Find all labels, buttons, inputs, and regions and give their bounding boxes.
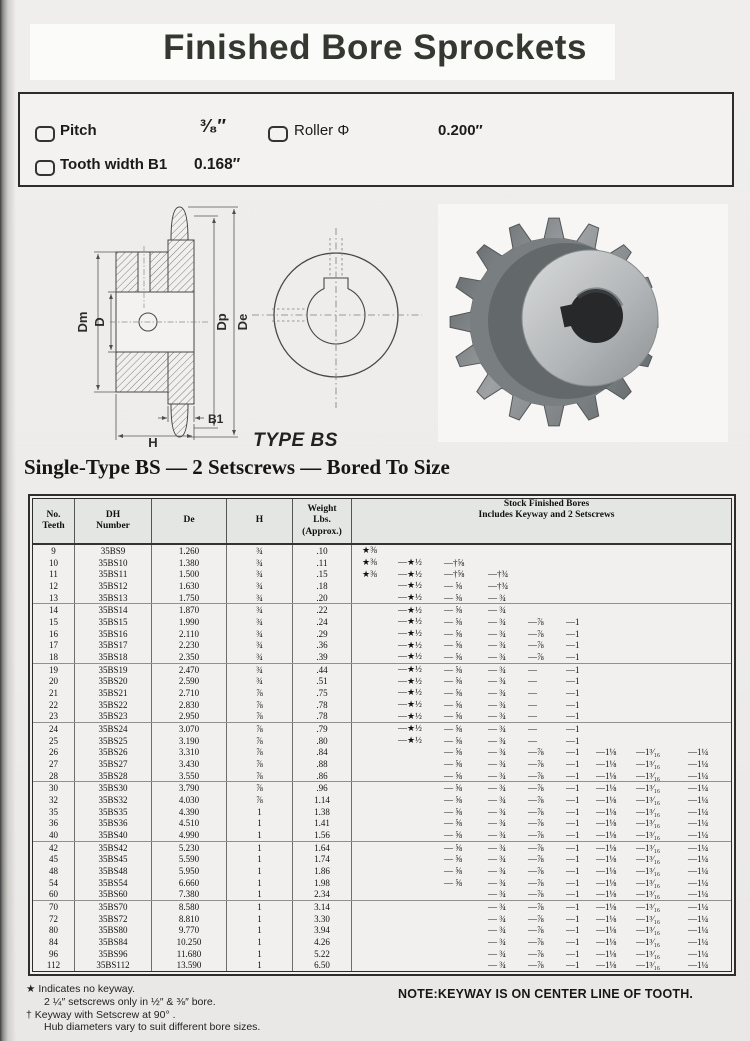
- cell-bores: ★⅜ —★½ —†⅝: [362, 557, 465, 568]
- cell-teeth: 24: [33, 723, 75, 735]
- cell-h: ¾: [227, 675, 293, 687]
- cell-wt: .86: [293, 770, 352, 782]
- cell-dh: 35BS30: [75, 782, 152, 794]
- cell-h: ¾: [227, 568, 293, 580]
- cell-wt: .15: [293, 568, 352, 580]
- dim-label-dm: Dm: [75, 311, 90, 333]
- cell-dh: 35BS45: [75, 853, 152, 865]
- cell-bores: —★½ — ⅝ — ¾: [398, 592, 506, 603]
- cell-teeth: 13: [33, 592, 75, 604]
- cell-de: 3.430: [152, 758, 227, 770]
- cell-bores: — ¾ —⅞ —1 —1⅛ —1³⁄₁₆ —1¼: [488, 925, 709, 936]
- cell-h: ¾: [227, 651, 293, 663]
- cell-bores: —★½ — ⅝ —†¾: [398, 580, 509, 591]
- cell-dh: 35BS96: [75, 948, 152, 960]
- cell-de: 10.250: [152, 936, 227, 948]
- cell-de: 2.350: [152, 651, 227, 663]
- cell-dh: 35BS28: [75, 770, 152, 782]
- cell-bores: — ⅝ — ¾ —⅞ —1 —1⅛ —1³⁄₁₆ —1¼: [444, 865, 709, 876]
- cell-teeth: 80: [33, 925, 75, 937]
- footnote-hub: Hub diameters vary to suit different bore sizes.: [44, 1021, 261, 1034]
- header-cell: DH Number: [75, 499, 152, 543]
- cell-bores: — ¾ —⅞ —1 —1⅛ —1³⁄₁₆ —1¼: [488, 960, 709, 971]
- cell-h: ⅞: [227, 794, 293, 806]
- cell-teeth: 112: [33, 960, 75, 972]
- scan-edge: [0, 0, 16, 1041]
- cell-wt: 1.41: [293, 817, 352, 829]
- sprocket-table-body: [33, 545, 731, 971]
- cell-dh: 35BS84: [75, 936, 152, 948]
- table-row: [33, 842, 731, 854]
- cell-wt: 3.94: [293, 925, 352, 937]
- cell-wt: .36: [293, 639, 352, 651]
- cell-de: 5.950: [152, 865, 227, 877]
- table-row: [33, 877, 731, 889]
- pitch-label: Pitch: [60, 122, 97, 139]
- cell-wt: .88: [293, 758, 352, 770]
- cell-de: 11.680: [152, 948, 227, 960]
- cell-wt: .80: [293, 735, 352, 747]
- footnote-dagger: † Keyway with Setscrew at 90° .: [26, 1008, 176, 1021]
- cell-de: 4.030: [152, 794, 227, 806]
- cell-dh: 35BS72: [75, 913, 152, 925]
- cell-dh: 35BS9: [75, 545, 152, 557]
- dim-label-b1: B1: [208, 412, 224, 426]
- cell-dh: 35BS36: [75, 817, 152, 829]
- checkbox-icon: [35, 160, 55, 176]
- table-header-row: [33, 499, 731, 545]
- cell-de: 2.230: [152, 639, 227, 651]
- cell-teeth: 26: [33, 746, 75, 758]
- cell-dh: 35BS11: [75, 568, 152, 580]
- cell-teeth: 15: [33, 616, 75, 628]
- table-row: [33, 829, 731, 842]
- table-row: [33, 664, 731, 676]
- cell-dh: 35BS112: [75, 960, 152, 972]
- cell-h: ¾: [227, 664, 293, 676]
- cell-h: ⅞: [227, 699, 293, 711]
- cell-wt: 1.64: [293, 842, 352, 854]
- cell-wt: .22: [293, 604, 352, 616]
- cell-bores: —★½ — ⅝ — ¾ — —1: [398, 664, 580, 675]
- cell-wt: 1.98: [293, 877, 352, 889]
- table-row: [33, 557, 731, 569]
- cell-wt: 2.34: [293, 888, 352, 900]
- cell-bores: —★½ — ⅝ — ¾ —⅞ —1: [398, 639, 580, 651]
- table-row: [33, 710, 731, 723]
- cell-wt: .79: [293, 723, 352, 735]
- cell-wt: .96: [293, 782, 352, 794]
- table-row: [33, 699, 731, 711]
- cell-dh: 35BS10: [75, 557, 152, 569]
- cell-de: 4.510: [152, 817, 227, 829]
- table-row: [33, 817, 731, 829]
- cell-wt: .29: [293, 628, 352, 640]
- cell-de: 3.790: [152, 782, 227, 794]
- cell-teeth: 42: [33, 842, 75, 854]
- cell-teeth: 19: [33, 664, 75, 676]
- tooth-width-value: 0.168″: [194, 156, 241, 173]
- cell-teeth: 70: [33, 901, 75, 913]
- dim-label-de: De: [235, 313, 250, 331]
- cell-teeth: 22: [33, 699, 75, 711]
- table-row: [33, 806, 731, 818]
- cell-dh: 35BS16: [75, 628, 152, 640]
- cell-dh: 35BS40: [75, 829, 152, 841]
- cell-teeth: 36: [33, 817, 75, 829]
- cell-bores: —★½ — ⅝ — ¾ — —1: [398, 710, 580, 722]
- roller-value: 0.200″: [438, 122, 483, 139]
- type-bs-label: TYPE BS: [253, 430, 338, 451]
- cell-wt: .78: [293, 710, 352, 722]
- cell-dh: 35BS80: [75, 925, 152, 937]
- table-row: [33, 782, 731, 794]
- cell-dh: 35BS70: [75, 901, 152, 913]
- cell-bores: — ⅝ — ¾ —⅞ —1 —1⅛ —1³⁄₁₆ —1¼: [444, 770, 709, 781]
- cell-dh: 35BS26: [75, 746, 152, 758]
- cell-bores: —★½ — ⅝ — ¾ — —1: [398, 675, 580, 687]
- cell-h: ¾: [227, 592, 293, 604]
- table-row: [33, 888, 731, 901]
- cell-bores: —★½ — ⅝ — ¾ — —1: [398, 735, 580, 746]
- cell-teeth: 60: [33, 888, 75, 900]
- cell-de: 2.950: [152, 710, 227, 722]
- cell-teeth: 48: [33, 865, 75, 877]
- cell-bores: —★½ — ⅝ — ¾ — —1: [398, 723, 580, 734]
- cell-wt: .24: [293, 616, 352, 628]
- cell-bores: — ⅝ — ¾ —⅞ —1 —1⅛ —1³⁄₁₆ —1¼: [444, 829, 709, 840]
- cell-h: ¾: [227, 616, 293, 628]
- cell-teeth: 16: [33, 628, 75, 640]
- table-row: [33, 545, 731, 557]
- checkbox-icon: [268, 126, 288, 142]
- footnotes: [26, 983, 260, 1034]
- cell-h: 1: [227, 913, 293, 925]
- cell-wt: 3.14: [293, 901, 352, 913]
- cell-de: 1.380: [152, 557, 227, 569]
- cell-teeth: 84: [33, 936, 75, 948]
- table-row: [33, 770, 731, 783]
- cell-h: ⅞: [227, 710, 293, 722]
- cell-dh: 35BS24: [75, 723, 152, 735]
- header-cell: No. Teeth: [33, 499, 75, 543]
- cell-de: 2.710: [152, 687, 227, 699]
- cell-wt: .20: [293, 592, 352, 604]
- page-title: Finished Bore Sprockets: [163, 28, 587, 67]
- cell-bores: — ¾ —⅞ —1 —1⅛ —1³⁄₁₆ —1¼: [488, 901, 709, 912]
- cell-dh: 35BS14: [75, 604, 152, 616]
- cell-de: 8.810: [152, 913, 227, 925]
- table-row: [33, 651, 731, 664]
- cell-bores: — ⅝ — ¾ —⅞ —1 —1⅛ —1³⁄₁₆ —1¼: [444, 794, 709, 805]
- cell-wt: 5.22: [293, 948, 352, 960]
- table-row: [33, 794, 731, 806]
- cell-teeth: 21: [33, 687, 75, 699]
- cell-wt: .51: [293, 675, 352, 687]
- cell-h: ⅞: [227, 723, 293, 735]
- table-row: [33, 616, 731, 628]
- cell-h: 1: [227, 888, 293, 900]
- section-heading: Single-Type BS — 2 Setscrews — Bored To Size: [24, 455, 450, 479]
- cell-teeth: 96: [33, 948, 75, 960]
- cell-h: 1: [227, 925, 293, 937]
- cell-de: 1.750: [152, 592, 227, 604]
- cell-de: 2.110: [152, 628, 227, 640]
- cell-dh: 35BS18: [75, 651, 152, 663]
- cell-bores: — ¾ —⅞ —1 —1⅛ —1³⁄₁₆ —1¼: [488, 948, 709, 959]
- footnote-star: ★ Indicates no keyway.: [26, 983, 136, 995]
- cell-de: 13.590: [152, 960, 227, 972]
- table-row: [33, 758, 731, 770]
- cell-bores: — ⅝ — ¾ —⅞ —1 —1⅛ —1³⁄₁₆ —1¼: [444, 877, 709, 888]
- cell-bores: — ⅝ — ¾ —⅞ —1 —1⅛ —1³⁄₁₆ —1¼: [444, 806, 709, 817]
- cell-dh: 35BS23: [75, 710, 152, 722]
- table-row: [33, 675, 731, 687]
- cell-wt: .11: [293, 557, 352, 569]
- cell-dh: 35BS17: [75, 639, 152, 651]
- cell-teeth: 9: [33, 545, 75, 557]
- table-row: [33, 604, 731, 616]
- cell-wt: .75: [293, 687, 352, 699]
- cell-dh: 35BS42: [75, 842, 152, 854]
- cell-bores: —★½ — ⅝ — ¾ — —1: [398, 687, 580, 698]
- cell-dh: 35BS20: [75, 675, 152, 687]
- cell-wt: 3.30: [293, 913, 352, 925]
- cell-bores: —★½ — ⅝ — ¾ —⅞ —1: [398, 651, 580, 662]
- cell-dh: 35BS25: [75, 735, 152, 747]
- cell-teeth: 28: [33, 770, 75, 782]
- cell-dh: 35BS35: [75, 806, 152, 818]
- cell-de: 3.550: [152, 770, 227, 782]
- cell-teeth: 23: [33, 710, 75, 722]
- cell-de: 9.770: [152, 925, 227, 937]
- cell-bores: — ⅝ — ¾ —⅞ —1 —1⅛ —1³⁄₁₆ —1¼: [444, 747, 709, 758]
- keyway-note: NOTE:KEYWAY IS ON CENTER LINE OF TOOTH.: [398, 987, 694, 1001]
- cell-h: ¾: [227, 639, 293, 651]
- cell-bores: — ⅝ — ¾ —⅞ —1 —1⅛ —1³⁄₁₆ —1¼: [444, 783, 709, 794]
- cell-h: 1: [227, 853, 293, 865]
- table-row: [33, 865, 731, 877]
- header-cell: Stock Finished Bores Includes Keyway and 2 Setscrews: [478, 499, 615, 521]
- table-row: [33, 925, 731, 937]
- cell-teeth: 25: [33, 735, 75, 747]
- cell-dh: 35BS22: [75, 699, 152, 711]
- table-row: [33, 687, 731, 699]
- checkbox-icon: [35, 126, 55, 142]
- cell-teeth: 11: [33, 568, 75, 580]
- cell-bores: — ¾ —⅞ —1 —1⅛ —1³⁄₁₆ —1¼: [488, 913, 709, 924]
- cell-de: 5.230: [152, 842, 227, 854]
- cell-teeth: 18: [33, 651, 75, 663]
- cell-bores: — ⅝ — ¾ —⅞ —1 —1⅛ —1³⁄₁₆ —1¼: [444, 758, 709, 769]
- cell-de: 3.310: [152, 746, 227, 758]
- cell-teeth: 17: [33, 639, 75, 651]
- cell-h: ⅞: [227, 687, 293, 699]
- cell-wt: .44: [293, 664, 352, 676]
- cell-h: 1: [227, 865, 293, 877]
- cell-bores: — ¾ —⅞ —1 —1⅛ —1³⁄₁₆ —1¼: [488, 937, 709, 947]
- cell-dh: 35BS60: [75, 888, 152, 900]
- table-row: [33, 735, 731, 747]
- cell-h: 1: [227, 948, 293, 960]
- cell-bores: — ¾ —⅞ —1 —1⅛ —1³⁄₁₆ —1¼: [488, 889, 709, 900]
- cell-wt: 1.74: [293, 853, 352, 865]
- table-row: [33, 592, 731, 605]
- table-row: [33, 936, 731, 948]
- cell-teeth: 10: [33, 557, 75, 569]
- table-row: [33, 746, 731, 758]
- cell-h: ⅞: [227, 782, 293, 794]
- cell-h: ⅞: [227, 758, 293, 770]
- sprocket-table: [28, 494, 736, 976]
- cell-h: 1: [227, 936, 293, 948]
- dim-label-d: D: [92, 317, 107, 327]
- cell-teeth: 12: [33, 580, 75, 592]
- cell-de: 6.660: [152, 877, 227, 889]
- cell-h: 1: [227, 960, 293, 972]
- cell-de: 5.590: [152, 853, 227, 865]
- cell-teeth: 27: [33, 758, 75, 770]
- cell-h: ¾: [227, 604, 293, 616]
- header-cell: H: [227, 499, 293, 543]
- cell-teeth: 30: [33, 782, 75, 794]
- cell-teeth: 20: [33, 675, 75, 687]
- cell-dh: 35BS32: [75, 794, 152, 806]
- cell-h: 1: [227, 806, 293, 818]
- cross-section-drawing: [68, 196, 263, 448]
- cell-de: 4.390: [152, 806, 227, 818]
- cell-teeth: 54: [33, 877, 75, 889]
- pitch-value: ³⁄₈″: [200, 116, 227, 136]
- cell-dh: 35BS48: [75, 865, 152, 877]
- cell-teeth: 72: [33, 913, 75, 925]
- cell-h: ¾: [227, 545, 293, 557]
- cell-wt: .84: [293, 746, 352, 758]
- table-row: [33, 901, 731, 913]
- cell-dh: 35BS15: [75, 616, 152, 628]
- cell-dh: 35BS13: [75, 592, 152, 604]
- spec-box: [18, 92, 734, 187]
- cell-wt: .10: [293, 545, 352, 557]
- cell-h: 1: [227, 842, 293, 854]
- cell-bores: ★⅜: [362, 545, 377, 556]
- cell-bores: ★⅜ —★½ —†⅝ —†¾: [362, 568, 509, 580]
- cell-wt: 1.38: [293, 806, 352, 818]
- cell-h: ⅞: [227, 735, 293, 747]
- cell-de: 4.990: [152, 829, 227, 841]
- cell-bores: — ⅝ — ¾ —⅞ —1 —1⅛ —1³⁄₁₆ —1¼: [444, 818, 709, 829]
- cell-h: 1: [227, 817, 293, 829]
- cell-h: ⅞: [227, 746, 293, 758]
- cell-teeth: 40: [33, 829, 75, 841]
- cell-de: 7.380: [152, 888, 227, 900]
- cell-de: 2.470: [152, 664, 227, 676]
- cell-bores: —★½ — ⅝ — ¾ — —1: [398, 699, 580, 710]
- cell-h: ⅞: [227, 770, 293, 782]
- cell-bores: —★½ — ⅝ — ¾ —⅞ —1: [398, 628, 580, 639]
- cell-wt: .18: [293, 580, 352, 592]
- cell-h: ¾: [227, 628, 293, 640]
- front-view-drawing: [246, 220, 431, 415]
- cell-wt: 1.14: [293, 794, 352, 806]
- cell-bores: — ⅝ — ¾ —⅞ —1 —1⅛ —1³⁄₁₆ —1¼: [444, 854, 709, 865]
- cell-dh: 35BS21: [75, 687, 152, 699]
- cell-h: ¾: [227, 557, 293, 569]
- cell-de: 1.260: [152, 545, 227, 557]
- footnote-setscrews: 2 ¼″ setscrews only in ½″ & ⅜″ bore.: [44, 995, 216, 1008]
- cell-de: 1.500: [152, 568, 227, 580]
- dim-label-h: H: [148, 435, 158, 448]
- cell-wt: 1.56: [293, 829, 352, 841]
- sprocket-photo: [438, 204, 728, 442]
- cell-h: 1: [227, 901, 293, 913]
- cell-wt: 1.86: [293, 865, 352, 877]
- cell-bores: —★½ — ⅝ — ¾ —⅞ —1: [398, 616, 580, 627]
- table-row: [33, 639, 731, 651]
- cell-dh: 35BS27: [75, 758, 152, 770]
- cell-wt: 6.50: [293, 960, 352, 972]
- cell-de: 3.070: [152, 723, 227, 735]
- header-cell: De: [152, 499, 227, 543]
- table-row: [33, 960, 731, 972]
- table-row: [33, 568, 731, 580]
- cell-dh: 35BS54: [75, 877, 152, 889]
- cell-h: ¾: [227, 580, 293, 592]
- cell-dh: 35BS19: [75, 664, 152, 676]
- cell-dh: 35BS12: [75, 580, 152, 592]
- table-row: [33, 580, 731, 592]
- cell-h: 1: [227, 877, 293, 889]
- cell-de: 1.630: [152, 580, 227, 592]
- cell-de: 8.580: [152, 901, 227, 913]
- roller-label: Roller Φ: [294, 122, 350, 139]
- tooth-width-label: Tooth width B1: [60, 156, 168, 173]
- cell-bores: — ⅝ — ¾ —⅞ —1 —1⅛ —1³⁄₁₆ —1¼: [444, 842, 709, 853]
- cell-wt: .78: [293, 699, 352, 711]
- cell-teeth: 32: [33, 794, 75, 806]
- cell-de: 1.870: [152, 604, 227, 616]
- header-cell: Weight Lbs. (Approx.): [293, 499, 352, 543]
- cell-teeth: 14: [33, 604, 75, 616]
- table-row: [33, 723, 731, 735]
- cell-teeth: 45: [33, 853, 75, 865]
- table-row: [33, 948, 731, 960]
- cell-bores: —★½ — ⅝ — ¾: [398, 604, 506, 616]
- table-row: [33, 628, 731, 640]
- table-row: [33, 853, 731, 865]
- cell-wt: .39: [293, 651, 352, 663]
- dim-label-dp: Dp: [214, 313, 229, 331]
- cell-de: 2.830: [152, 699, 227, 711]
- cell-de: 1.990: [152, 616, 227, 628]
- table-row: [33, 913, 731, 925]
- cell-de: 2.590: [152, 675, 227, 687]
- cell-h: 1: [227, 829, 293, 841]
- cell-teeth: 35: [33, 806, 75, 818]
- cell-wt: 4.26: [293, 936, 352, 948]
- cell-de: 3.190: [152, 735, 227, 747]
